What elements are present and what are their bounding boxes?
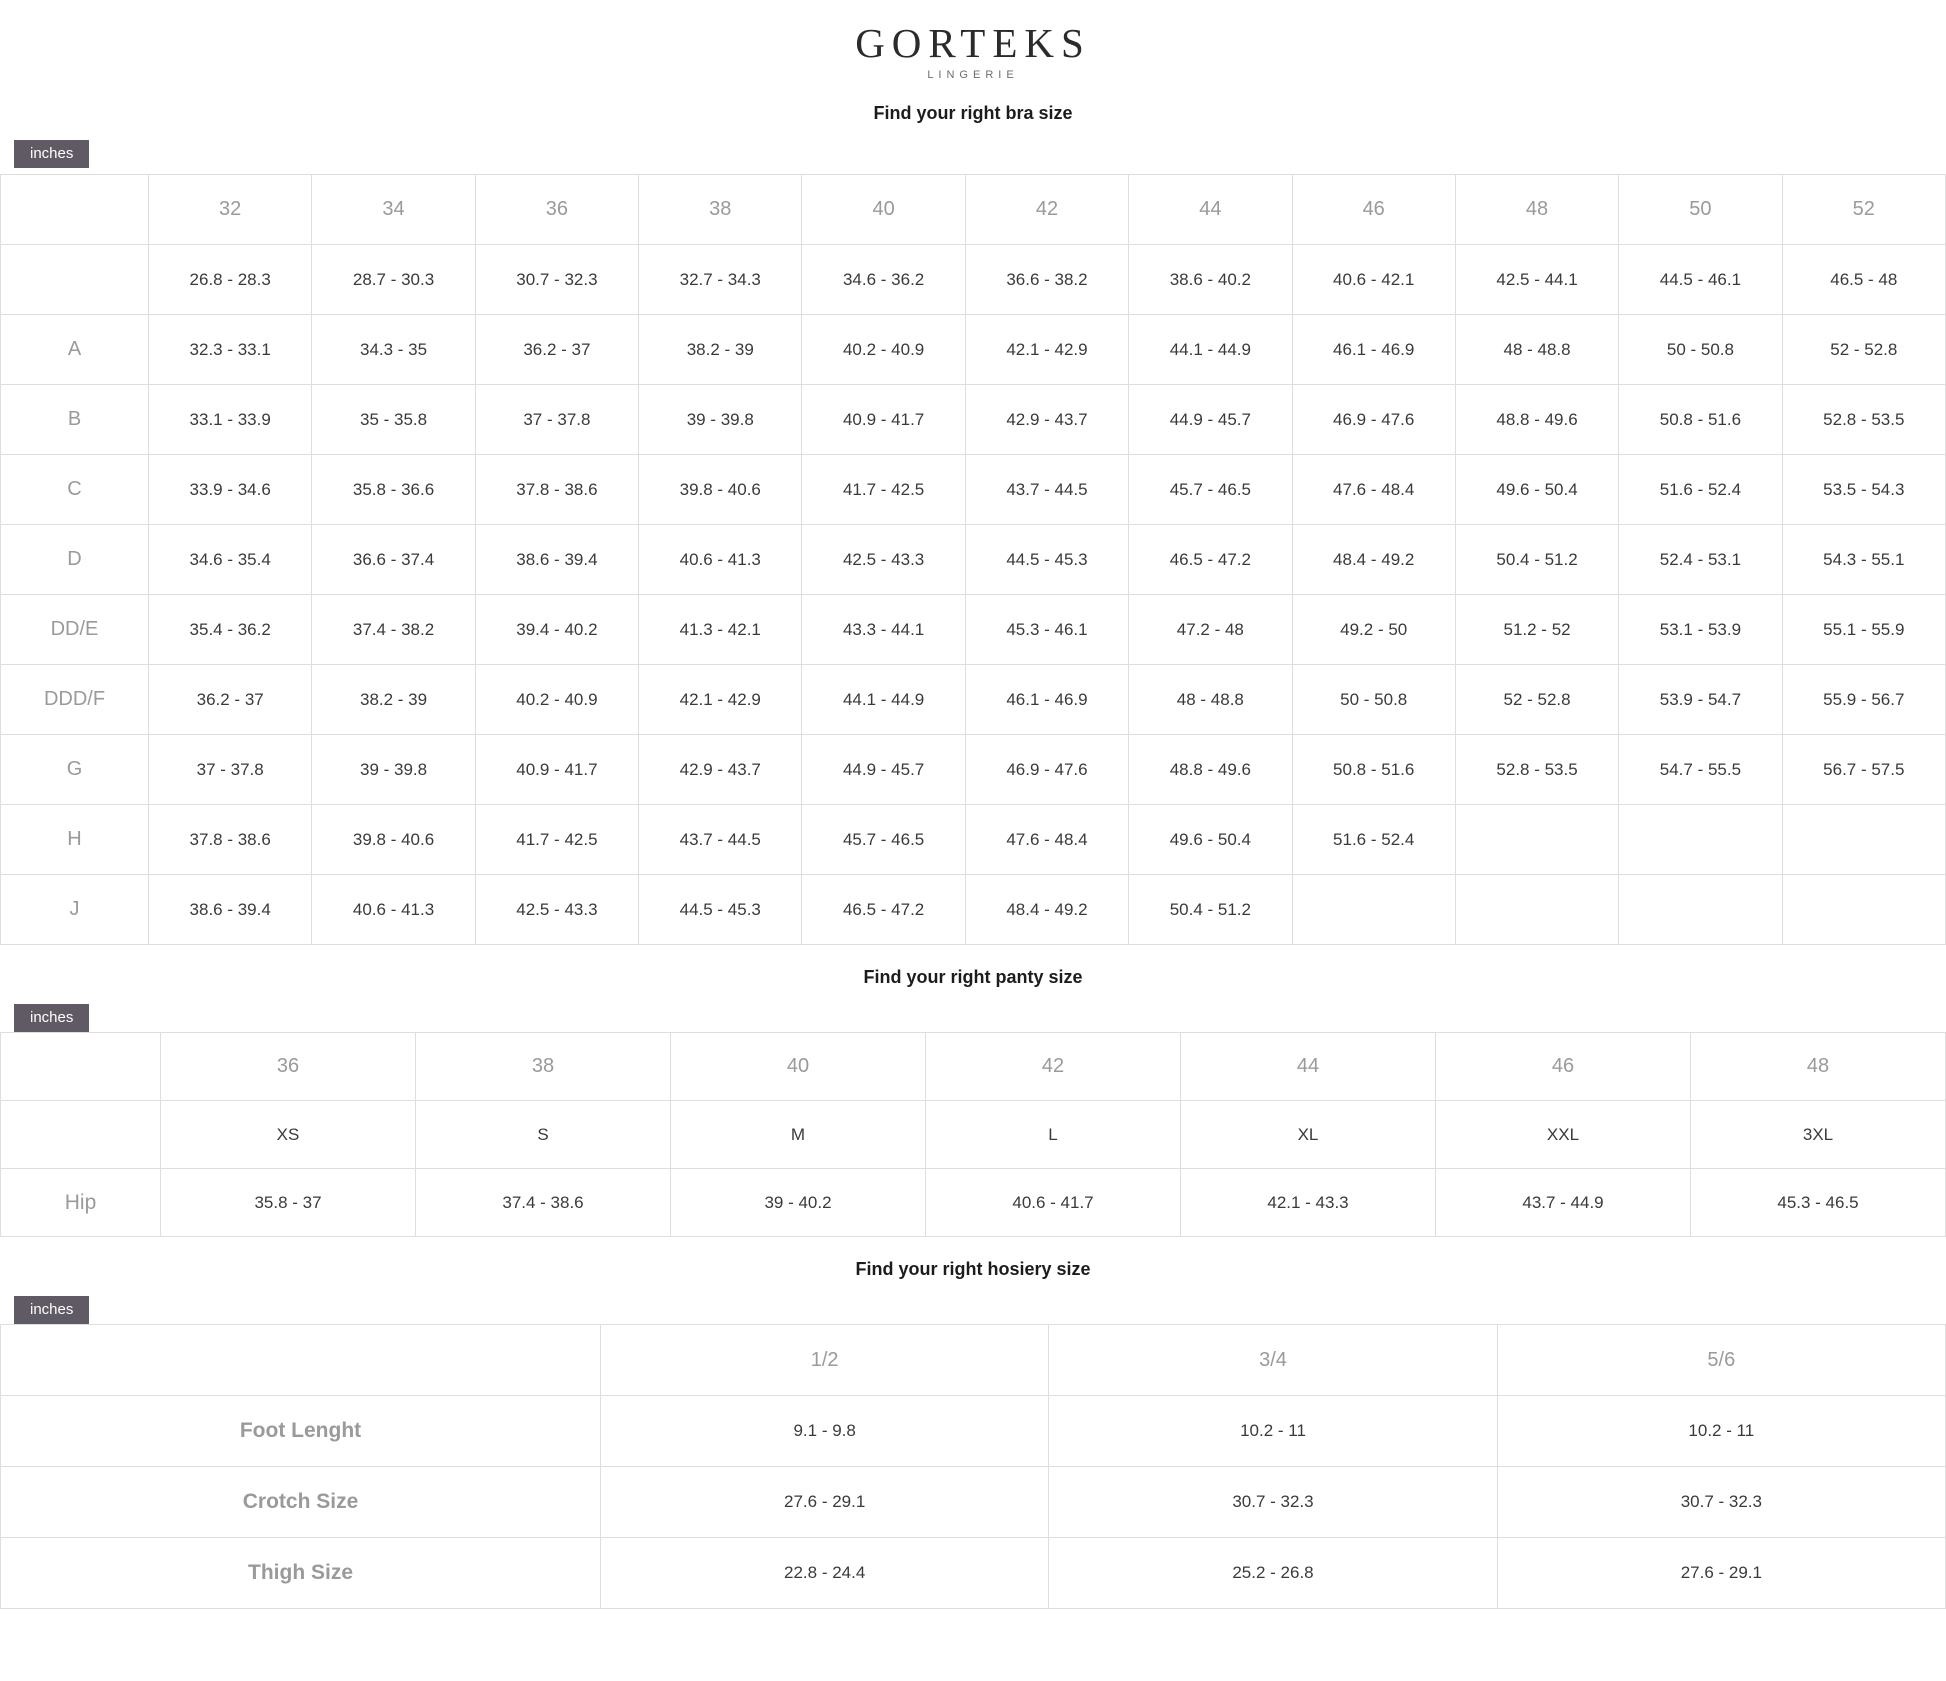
bra-column-header: 44 <box>1129 175 1292 245</box>
bra-column-header: 40 <box>802 175 965 245</box>
bra-measure-cell: 41.7 - 42.5 <box>475 805 638 875</box>
hosiery-size-table <box>0 1324 1946 1609</box>
bra-underband-value: 32.7 - 34.3 <box>639 245 802 315</box>
panty-column-header: 48 <box>1691 1033 1946 1101</box>
bra-column-header: 36 <box>475 175 638 245</box>
panty-hip-value: 43.7 - 44.9 <box>1436 1169 1691 1237</box>
bra-measure-cell: 44.5 - 45.3 <box>639 875 802 945</box>
panty-letter-size: XXL <box>1436 1101 1691 1169</box>
bra-column-header: 32 <box>149 175 312 245</box>
bra-measure-cell: 46.5 - 47.2 <box>802 875 965 945</box>
bra-measure-cell: 54.3 - 55.1 <box>1782 525 1945 595</box>
brand-header <box>0 0 1946 81</box>
bra-measure-cell: 50 - 50.8 <box>1292 665 1455 735</box>
hosiery-column-header: 3/4 <box>1049 1325 1497 1396</box>
bra-cup-label: C <box>1 455 149 525</box>
bra-measure-cell: 46.1 - 46.9 <box>1292 315 1455 385</box>
bra-measure-cell: 42.9 - 43.7 <box>965 385 1128 455</box>
panty-hip-value: 39 - 40.2 <box>671 1169 926 1237</box>
bra-measure-cell: 38.2 - 39 <box>312 665 475 735</box>
bra-measure-cell: 51.6 - 52.4 <box>1619 455 1782 525</box>
bra-measure-cell <box>1619 805 1782 875</box>
bra-measure-cell: 45.3 - 46.1 <box>965 595 1128 665</box>
hosiery-row-label: Thigh Size <box>1 1538 601 1609</box>
bra-measure-cell: 55.1 - 55.9 <box>1782 595 1945 665</box>
panty-letter-size: L <box>926 1101 1181 1169</box>
hosiery-unit-badge: inches <box>14 1296 89 1324</box>
bra-measure-cell: 39.4 - 40.2 <box>475 595 638 665</box>
bra-cup-label: DDD/F <box>1 665 149 735</box>
hosiery-column-header: 1/2 <box>601 1325 1049 1396</box>
bra-measure-cell <box>1782 805 1945 875</box>
bra-measure-cell: 37.4 - 38.2 <box>312 595 475 665</box>
bra-measure-cell: 37.8 - 38.6 <box>475 455 638 525</box>
bra-measure-cell: 49.6 - 50.4 <box>1129 805 1292 875</box>
bra-measure-cell: 52.8 - 53.5 <box>1782 385 1945 455</box>
bra-measure-cell: 35.8 - 36.6 <box>312 455 475 525</box>
table-row <box>1 525 1946 595</box>
bra-cup-label: B <box>1 385 149 455</box>
panty-hip-value: 42.1 - 43.3 <box>1181 1169 1436 1237</box>
hosiery-measure-cell: 27.6 - 29.1 <box>1497 1538 1945 1609</box>
hosiery-unit-badge-wrap <box>0 1280 1946 1324</box>
panty-size-table <box>0 1032 1946 1237</box>
hosiery-measure-cell: 25.2 - 26.8 <box>1049 1538 1497 1609</box>
bra-measure-cell: 52 - 52.8 <box>1455 665 1618 735</box>
bra-corner-cell <box>1 175 149 245</box>
bra-measure-cell: 45.7 - 46.5 <box>802 805 965 875</box>
panty-hip-value: 45.3 - 46.5 <box>1691 1169 1946 1237</box>
bra-measure-cell: 53.5 - 54.3 <box>1782 455 1945 525</box>
hosiery-measure-cell: 9.1 - 9.8 <box>601 1396 1049 1467</box>
bra-cup-label: D <box>1 525 149 595</box>
bra-measure-cell: 40.9 - 41.7 <box>802 385 965 455</box>
bra-measure-cell: 48.4 - 49.2 <box>965 875 1128 945</box>
bra-underband-value: 26.8 - 28.3 <box>149 245 312 315</box>
bra-measure-cell: 45.7 - 46.5 <box>1129 455 1292 525</box>
bra-measure-cell: 42.1 - 42.9 <box>965 315 1128 385</box>
panty-hip-value: 37.4 - 38.6 <box>416 1169 671 1237</box>
bra-measure-cell: 46.9 - 47.6 <box>965 735 1128 805</box>
table-row <box>1 385 1946 455</box>
bra-measure-cell: 37.8 - 38.6 <box>149 805 312 875</box>
panty-letter-size: M <box>671 1101 926 1169</box>
panty-corner-cell <box>1 1033 161 1101</box>
bra-measure-cell: 53.9 - 54.7 <box>1619 665 1782 735</box>
hosiery-measure-cell: 30.7 - 32.3 <box>1049 1467 1497 1538</box>
bra-measure-cell: 50 - 50.8 <box>1619 315 1782 385</box>
bra-measure-cell: 43.3 - 44.1 <box>802 595 965 665</box>
bra-measure-cell: 35.4 - 36.2 <box>149 595 312 665</box>
bra-section-title: Find your right bra size <box>873 103 1073 124</box>
panty-header-row <box>1 1033 1946 1101</box>
bra-measure-cell: 39.8 - 40.6 <box>639 455 802 525</box>
panty-column-header: 36 <box>161 1033 416 1101</box>
bra-measure-cell <box>1455 875 1618 945</box>
panty-section-title: Find your right panty size <box>863 967 1083 988</box>
hosiery-measure-cell: 10.2 - 11 <box>1049 1396 1497 1467</box>
bra-measure-cell: 40.9 - 41.7 <box>475 735 638 805</box>
bra-measure-cell: 38.2 - 39 <box>639 315 802 385</box>
bra-underband-value: 42.5 - 44.1 <box>1455 245 1618 315</box>
table-row <box>1 595 1946 665</box>
bra-measure-cell: 42.9 - 43.7 <box>639 735 802 805</box>
bra-measure-cell: 43.7 - 44.5 <box>965 455 1128 525</box>
bra-underband-value: 28.7 - 30.3 <box>312 245 475 315</box>
bra-measure-cell: 52.4 - 53.1 <box>1619 525 1782 595</box>
bra-measure-cell: 32.3 - 33.1 <box>149 315 312 385</box>
bra-measure-cell: 50.4 - 51.2 <box>1455 525 1618 595</box>
brand-name: GORTEKS <box>855 20 1091 66</box>
bra-measure-cell <box>1292 875 1455 945</box>
table-row <box>1 875 1946 945</box>
bra-measure-cell: 40.6 - 41.3 <box>312 875 475 945</box>
bra-measure-cell: 43.7 - 44.5 <box>639 805 802 875</box>
panty-unit-badge-wrap <box>0 988 1946 1032</box>
table-row <box>1 315 1946 385</box>
table-row <box>1 1467 1946 1538</box>
bra-unit-badge: inches <box>14 140 89 168</box>
bra-measure-cell: 35 - 35.8 <box>312 385 475 455</box>
bra-measure-cell: 46.5 - 47.2 <box>1129 525 1292 595</box>
bra-measure-cell <box>1455 805 1618 875</box>
bra-measure-cell: 55.9 - 56.7 <box>1782 665 1945 735</box>
bra-measure-cell <box>1619 875 1782 945</box>
bra-measure-cell: 34.3 - 35 <box>312 315 475 385</box>
bra-measure-cell: 48 - 48.8 <box>1129 665 1292 735</box>
bra-measure-cell: 37 - 37.8 <box>475 385 638 455</box>
bra-measure-cell: 50.8 - 51.6 <box>1619 385 1782 455</box>
bra-measure-cell: 49.2 - 50 <box>1292 595 1455 665</box>
table-row <box>1 1538 1946 1609</box>
bra-column-header: 34 <box>312 175 475 245</box>
bra-column-header: 42 <box>965 175 1128 245</box>
bra-measure-cell: 39.8 - 40.6 <box>312 805 475 875</box>
hosiery-section-title: Find your right hosiery size <box>855 1259 1091 1280</box>
bra-underband-value: 40.6 - 42.1 <box>1292 245 1455 315</box>
hosiery-measure-cell: 27.6 - 29.1 <box>601 1467 1049 1538</box>
bra-column-header: 48 <box>1455 175 1618 245</box>
panty-letter-label <box>1 1101 161 1169</box>
bra-measure-cell: 50.4 - 51.2 <box>1129 875 1292 945</box>
bra-measure-cell: 47.6 - 48.4 <box>1292 455 1455 525</box>
bra-measure-cell: 42.1 - 42.9 <box>639 665 802 735</box>
bra-cup-label: G <box>1 735 149 805</box>
table-row <box>1 665 1946 735</box>
bra-measure-cell: 44.9 - 45.7 <box>802 735 965 805</box>
bra-underband-value: 44.5 - 46.1 <box>1619 245 1782 315</box>
bra-measure-cell: 51.2 - 52 <box>1455 595 1618 665</box>
bra-measure-cell: 40.2 - 40.9 <box>802 315 965 385</box>
hosiery-row-label: Crotch Size <box>1 1467 601 1538</box>
panty-letter-size: XL <box>1181 1101 1436 1169</box>
hosiery-measure-cell: 22.8 - 24.4 <box>601 1538 1049 1609</box>
hosiery-row-label: Foot Lenght <box>1 1396 601 1467</box>
bra-measure-cell: 36.2 - 37 <box>149 665 312 735</box>
bra-measure-cell: 42.5 - 43.3 <box>475 875 638 945</box>
bra-measure-cell: 40.6 - 41.3 <box>639 525 802 595</box>
bra-measure-cell: 54.7 - 55.5 <box>1619 735 1782 805</box>
bra-measure-cell: 34.6 - 35.4 <box>149 525 312 595</box>
panty-hip-value: 40.6 - 41.7 <box>926 1169 1181 1237</box>
bra-measure-cell: 52 - 52.8 <box>1782 315 1945 385</box>
panty-column-header: 38 <box>416 1033 671 1101</box>
bra-measure-cell: 47.2 - 48 <box>1129 595 1292 665</box>
bra-underband-value: 30.7 - 32.3 <box>475 245 638 315</box>
bra-measure-cell: 40.2 - 40.9 <box>475 665 638 735</box>
bra-underband-row <box>1 245 1946 315</box>
bra-measure-cell: 47.6 - 48.4 <box>965 805 1128 875</box>
table-row <box>1 1396 1946 1467</box>
panty-letter-row <box>1 1101 1946 1169</box>
bra-measure-cell: 33.1 - 33.9 <box>149 385 312 455</box>
table-row <box>1 455 1946 525</box>
hosiery-header-row <box>1 1325 1946 1396</box>
bra-underband-value: 36.6 - 38.2 <box>965 245 1128 315</box>
hosiery-column-header: 5/6 <box>1497 1325 1945 1396</box>
bra-measure-cell: 38.6 - 39.4 <box>149 875 312 945</box>
bra-underband-value: 38.6 - 40.2 <box>1129 245 1292 315</box>
bra-measure-cell: 48 - 48.8 <box>1455 315 1618 385</box>
bra-measure-cell: 44.5 - 45.3 <box>965 525 1128 595</box>
bra-measure-cell: 37 - 37.8 <box>149 735 312 805</box>
bra-measure-cell: 41.3 - 42.1 <box>639 595 802 665</box>
bra-measure-cell: 44.1 - 44.9 <box>1129 315 1292 385</box>
bra-column-header: 38 <box>639 175 802 245</box>
bra-cup-label: H <box>1 805 149 875</box>
panty-letter-size: 3XL <box>1691 1101 1946 1169</box>
bra-measure-cell: 50.8 - 51.6 <box>1292 735 1455 805</box>
bra-measure-cell: 42.5 - 43.3 <box>802 525 965 595</box>
bra-measure-cell: 53.1 - 53.9 <box>1619 595 1782 665</box>
bra-measure-cell: 48.8 - 49.6 <box>1129 735 1292 805</box>
bra-measure-cell: 36.6 - 37.4 <box>312 525 475 595</box>
bra-measure-cell: 46.9 - 47.6 <box>1292 385 1455 455</box>
bra-measure-cell <box>1782 875 1945 945</box>
panty-column-header: 46 <box>1436 1033 1691 1101</box>
panty-letter-size: S <box>416 1101 671 1169</box>
bra-column-header: 46 <box>1292 175 1455 245</box>
bra-measure-cell: 39 - 39.8 <box>312 735 475 805</box>
bra-measure-cell: 46.1 - 46.9 <box>965 665 1128 735</box>
bra-measure-cell: 36.2 - 37 <box>475 315 638 385</box>
bra-cup-label: DD/E <box>1 595 149 665</box>
panty-hip-label: Hip <box>1 1169 161 1237</box>
bra-measure-cell: 38.6 - 39.4 <box>475 525 638 595</box>
bra-measure-cell: 51.6 - 52.4 <box>1292 805 1455 875</box>
bra-measure-cell: 44.9 - 45.7 <box>1129 385 1292 455</box>
hosiery-measure-cell: 30.7 - 32.3 <box>1497 1467 1945 1538</box>
panty-hip-row <box>1 1169 1946 1237</box>
bra-measure-cell: 41.7 - 42.5 <box>802 455 965 525</box>
hosiery-corner-cell <box>1 1325 601 1396</box>
bra-measure-cell: 48.8 - 49.6 <box>1455 385 1618 455</box>
table-row <box>1 805 1946 875</box>
bra-size-table <box>0 174 1946 945</box>
bra-cup-label: J <box>1 875 149 945</box>
bra-underband-value: 34.6 - 36.2 <box>802 245 965 315</box>
panty-hip-value: 35.8 - 37 <box>161 1169 416 1237</box>
bra-column-header: 50 <box>1619 175 1782 245</box>
bra-measure-cell: 49.6 - 50.4 <box>1455 455 1618 525</box>
bra-cup-label: A <box>1 315 149 385</box>
bra-column-header: 52 <box>1782 175 1945 245</box>
bra-measure-cell: 39 - 39.8 <box>639 385 802 455</box>
hosiery-measure-cell: 10.2 - 11 <box>1497 1396 1945 1467</box>
bra-underband-value: 46.5 - 48 <box>1782 245 1945 315</box>
bra-header-row <box>1 175 1946 245</box>
panty-letter-size: XS <box>161 1101 416 1169</box>
bra-measure-cell: 33.9 - 34.6 <box>149 455 312 525</box>
bra-measure-cell: 52.8 - 53.5 <box>1455 735 1618 805</box>
bra-underband-label <box>1 245 149 315</box>
panty-column-header: 42 <box>926 1033 1181 1101</box>
bra-measure-cell: 56.7 - 57.5 <box>1782 735 1945 805</box>
bra-measure-cell: 48.4 - 49.2 <box>1292 525 1455 595</box>
panty-unit-badge: inches <box>14 1004 89 1032</box>
panty-column-header: 40 <box>671 1033 926 1101</box>
bra-unit-badge-wrap <box>0 124 1946 168</box>
brand-subtitle: LINGERIE <box>927 69 1019 82</box>
panty-column-header: 44 <box>1181 1033 1436 1101</box>
bra-measure-cell: 44.1 - 44.9 <box>802 665 965 735</box>
table-row <box>1 735 1946 805</box>
